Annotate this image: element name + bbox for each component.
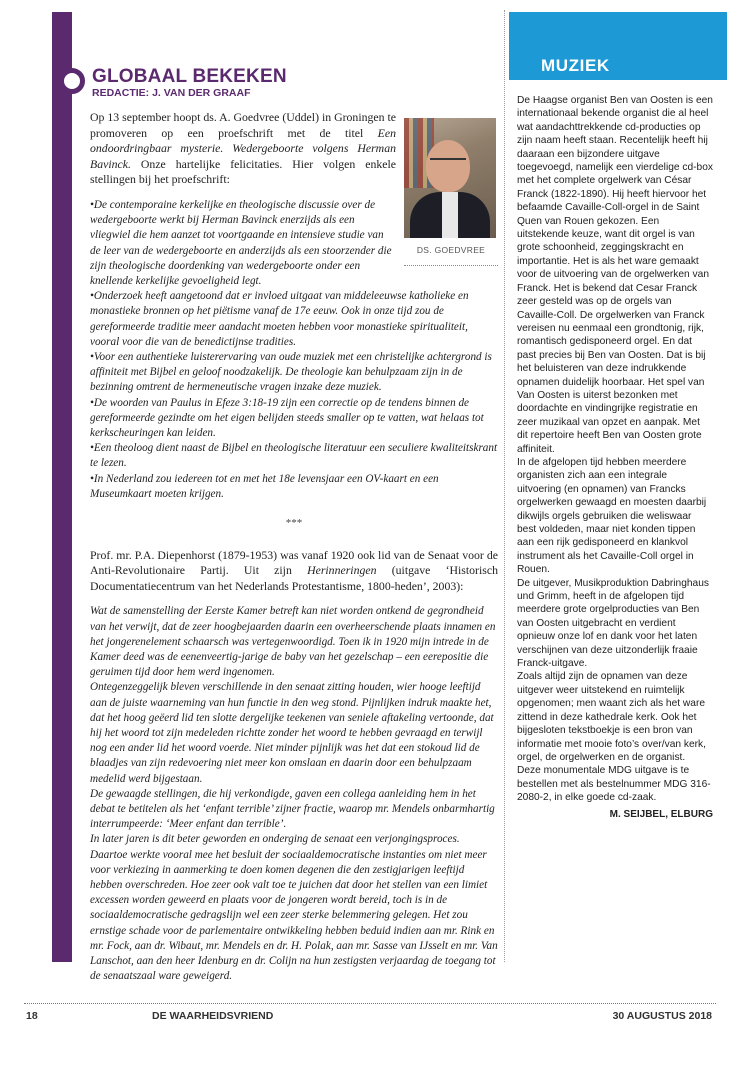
statement-item: •Een theoloog dient naast de Bijbel en theologische literatuur een seculiere kwaliteitskrant te lezen. bbox=[90, 442, 498, 470]
footer-rule bbox=[24, 1003, 716, 1004]
quote-paragraph: Ontegenzeggelijk bleven verschillende in den senaat zitting houden, wier hooge leeftijd aan de juiste waarneming van hun functie in den weg stond. Pijnlijken indruk maakte het, dat het hoog geëerd lid ten slotte dergelijke teekenen van seniele aftakeling vertoonde, dat hij het woord tot zijn medeleden richtte zonder het woord te hebben gevraagd en terwijl nog een ander lid het woord voerde. Niet minder pijnlijk was het dat een stokoud lid de blaadjes van zijn redevoering niet meer kon omslaan en daarin door een behulpzaam medelid werd bijgestaan. bbox=[90, 681, 494, 785]
music-body bbox=[517, 94, 713, 821]
music-title: MUZIEK bbox=[541, 56, 610, 75]
music-paragraph: Zoals altijd zijn de opnamen van deze uitgever weer uitstekend en ruimtelijk opgenomen; men waant zich als het ware zittend in deze kathedrale kerk. Ook het bijgesloten tekstboekje is een bron van informatie met mooie foto’s over/van kerk, orgel, de orgelwerken en de organist. bbox=[517, 671, 706, 763]
statement-item: •Voor een authentieke luisterervaring van oude muziek met een christelijke achtergrond is affiniteit met Bijbel en geloof noodzakelijk. De theologie kan behulpzaam zijn in de bezinning omtrent de hermeneutische vragen inzake deze muziek. bbox=[90, 351, 492, 394]
statement-item: •De woorden van Paulus in Efeze 3:18-19 zijn een correctie op de tendens binnen de gereformeerde gezindte om het eigen belijden steeds smaller op te vatten, wat helaas tot kerkscheuringen kan leiden. bbox=[90, 396, 484, 440]
intro-paragraph: Op 13 september hoopt ds. A. Goedvree (Uddel) in Groningen te promoveren op een proefschrift met de titel Een ondoordringbaar mysterie. Wedergeboorte volgens Herman Bavinck. Onze hartelijke felicitaties. Hier volgen enkele stellingen bij het proefschrift: bbox=[90, 110, 396, 187]
music-banner bbox=[509, 12, 727, 80]
publication-name: DE WAARHEIDSVRIEND bbox=[152, 1010, 274, 1022]
music-paragraph: In de afgelopen tijd hebben meerdere organisten zich aan een integrale uitvoering (en opnamen) van Francks orgelwerken gewaagd en moesten daarbij dikwijls orgels gebruiken die weliswaar best voldeden, maar niet konden tippen aan een rijk gedisponeerd en klankvol instrument als het Cavaille-Coll orgel in Rouen. bbox=[517, 456, 707, 576]
quote-paragraph: Wat de samenstelling der Eerste Kamer betreft kan niet worden ontkend de gegrondheid van het verwijt, dat de zeer hoogbejaarden daarin een overheerschende plaats innamen en het jongerenelement schaarsch was vertegenwoordigd. Toen ik in 1920 mijn intrede in de Kamer deed was de eenenveertig-jarige de baby van het gezelschap – een eerepositie die geruimen tijd door hem werd ingenomen. bbox=[90, 605, 496, 679]
issue-date: 30 AUGUSTUS 2018 bbox=[612, 1010, 712, 1022]
portrait-photo bbox=[404, 118, 496, 238]
quote-paragraph: De gewaagde stellingen, die hij verkondigde, gaven een collega aanleiding hem in het debat te betitelen als het ‘enfant terrible’ zijner fractie, waarop mr. Mendels onbarmhartig interrumpeerde: ‘Meer enfant dan terrible’. bbox=[90, 787, 495, 831]
column-divider bbox=[504, 10, 505, 962]
diepenhorst-paragraph: Prof. mr. P.A. Diepenhorst (1879-1953) was vanaf 1920 ook lid van de Senaat voor de Anti-Revolutionaire Partij. Uit zijn Herinneringen (uitgave ‘Historisch Documentatiecentrum van het Nederlands Protestantisme, 1800-heden’, 2003): bbox=[90, 547, 498, 593]
page-number: 18 bbox=[26, 1010, 38, 1022]
left-column bbox=[90, 110, 498, 984]
section-editor: REDACTIE: J. VAN DER GRAAF bbox=[92, 87, 251, 99]
quote-paragraph: In later jaren is dit beter geworden en onderging de senaat een verjongingsproces. Daartoe werkte vooral mee het besluit der sociaaldemocratische instanties om niet meer voor verkiezing in aanmerking te doen komen degenen die den zestigjarigen leeftijd hebben overschreden. Hoe zeer ook valt toe te juichen dat door het stellen van een limiet excessen worden geweerd en plaats voor de jongeren wordt bereid, toch is in de sociaaldemocratische gedragslijn wel een zeer sterke belemmering gelegen. Het zou ernstige schade voor de parlementaire ontwikkeling hebben beduid indien aan mr. Rink en mr. Fock, aan dr. Wibaut, mr. Mendels en dr. H. Polak, aan mr. Sasse van IJsselt en mr. Van Lanschot, aan den heer Idenburg en dr. Colijn na hun zestigsten verjaardag de toegang tot de senaatszaal ware geweigerd. bbox=[90, 833, 498, 983]
statement-item: •Onderzoek heeft aangetoond dat er invloed uitgaat van middeleeuwse katholieke en monastieke bronnen op het piëtisme vanaf de 17e eeuw. Ook in onze tijd zou de gereformeerde traditie meer aandacht moeten hebben voor monastieke spiritualiteit, vooral voor die van de benedictijnse tradities. bbox=[90, 290, 469, 348]
side-accent-bar bbox=[52, 12, 72, 962]
section-circle-icon bbox=[59, 68, 85, 94]
statement-item: •De contemporaine kerkelijke en theologische discussie over de wedergeboorte werkt bij Herman Bavinck enerzijds als een vliegwiel die hem aanzet tot voortgaande en intensieve studie van de leer van de wedergeboorte en anderzijds als een stoorzender die zijn theologische doordenking van wedergeboorte onder een knellende kerkelijke gevoeligheid legt. bbox=[90, 198, 392, 287]
music-paragraph: De uitgever, Musikproduktion Dabringhaus und Grimm, heeft in de afgelopen tijd meerdere grote orgelproducties van Ben van Oosten uitgebracht en verdient opnieuw onze lof en dank voor het laten verschijnen van deze uitzonderlijk fraaie Franck-uitgave. bbox=[517, 577, 709, 670]
music-paragraph: De Haagse organist Ben van Oosten is een internationaal bekende organist die al heel wat aandachttrekkende cd-producties op zijn naam heeft staan. Recentelijk heeft hij daaraan een bijzondere uitgave toegevoegd, namelijk een vierdelige cd-box met het complete orgelwerk van César Franck (1822-1890). Hij heeft hiervoor het befaamde Cavaille-Coll-orgel in de Saint Quen van Rouen gekozen. Een uitstekende keuze, want dit orgel is van grote schoonheid, zeggingskracht en importantie. Het is als het ware gemaakt voor de uitvoering van de orgelwerken van Franck. Het is bekend dat Cesar Franck zeer gesteld was op de orgels van Cavaille-Coll. De orgelwerken van Franck vereisen nu eenmaal een grondtonig, rijk, romantisch gedisponeerd orgel. En dat past precies bij Ben van Oosten. Dat is bij het beluisteren van deze indrukkende opnamen duidelijk hoorbaar. Het spel van Van Oosten is uiterst bezonken met doordachte en vindingrijke registratie en zeer muzikaal van opzet en aanpak. Met dit repertoire heeft Ben van Oosten grote affiniteit. bbox=[517, 95, 713, 455]
section-title: GLOBAAL BEKEKEN bbox=[92, 66, 287, 87]
music-paragraph: Deze monumentale MDG uitgave is te bestellen met als bestelnummer MDG 316-2080-2, in elke goede cd-zaak. bbox=[517, 765, 711, 804]
photo-caption: DS. GOEDVREE bbox=[404, 243, 498, 266]
right-column bbox=[509, 12, 727, 821]
music-signature: M. SEIJBEL, ELBURG bbox=[609, 808, 713, 820]
separator: *** bbox=[285, 517, 303, 530]
quote-block bbox=[90, 604, 498, 984]
statement-item: •In Nederland zou iedereen tot en met het 18e levensjaar een OV-kaart en een Museumkaart moeten krijgen. bbox=[90, 472, 439, 500]
photo-box bbox=[404, 110, 498, 266]
